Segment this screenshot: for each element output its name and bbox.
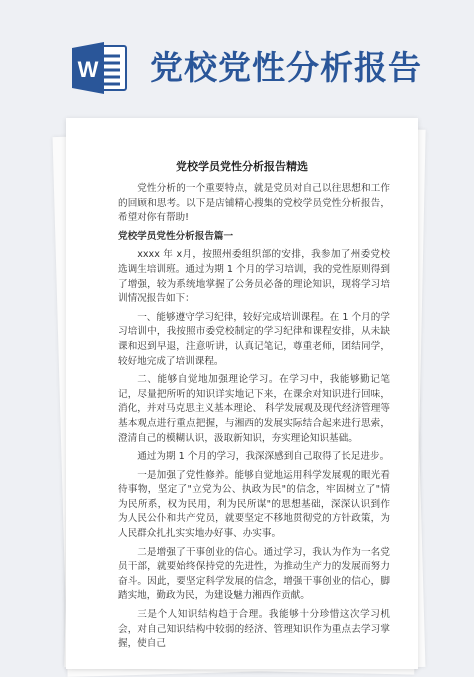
body-paragraph: 二是增强了干事创业的信心。通过学习，我认为作为一名党员干部，就要始终保持党的先进性，为推动生产力的发展而努力奋斗。因此，要坚定科学发展的信念，增强干事创业的信心，脚踏实地，勤政为民，为建设魅力湘西作贡献。 bbox=[118, 546, 390, 602]
document-heading: 党校学员党性分析报告精选 bbox=[176, 160, 308, 173]
word-logo-letter: W bbox=[77, 57, 99, 82]
document-body bbox=[66, 174, 418, 652]
body-paragraph: 二、能够自觉地加强理论学习。在学习中，我能够勤记笔记，尽量把所听的知识详实地记下来，在课余对知识进行回味，消化，并对马克思主义基本理论、 科学发展观及现代经济管理等基本观点进行重点把握，与湘西的发展实际结合起来进行思索，澄清自己的模糊认识，汲取新知识，夯实理论知识基础。 bbox=[118, 374, 390, 444]
body-paragraph: 一、能够遵守学习纪律，较好完成培训课程。在 1 个月的学习培训中，我按照市委党校制定的学习纪律和课程安排，从未缺课和迟到早退，注意听讲，认真记笔记，尊重老师，团结同学，较好地完成了培训课程。 bbox=[118, 311, 390, 367]
section-heading: 党校学员党性分析报告篇一 bbox=[118, 230, 234, 242]
document-preview bbox=[66, 118, 418, 669]
word-document-icon bbox=[70, 40, 130, 96]
body-paragraph: 三是个人知识结构趋于合理。我能够十分珍惜这次学习机会，对自己知识结构中较弱的经济、管理知识作为重点去学习掌握，使自己 bbox=[118, 609, 390, 650]
body-paragraph: xxxx 年 x月，按照州委组织部的安排，我参加了州委党校选调生培训班。通过为期 1 个月的学习培训，我的党性原则得到了增强，较为系统地掌握了公务员必备的理论知识，现将学习培训情况报告如下： bbox=[118, 249, 390, 305]
body-paragraph: 通过为期 1 个月的学习，我深深感到自己取得了长足进步。 bbox=[137, 451, 390, 463]
banner bbox=[0, 0, 474, 120]
body-paragraph: 一是加强了党性修养。能够自觉地运用科学发展观的眼光看待事物，坚定了"立党为公、执政为民"的信念，牢固树立了"情为民所系，权为民用，利为民所谋"的思想基础，深深认识到作为人民公仆和共产党员，就要坚定不移地贯彻党的方针政策，为人民群众扎扎实实地办好事、办实事。 bbox=[118, 469, 390, 540]
intro-paragraph: 党性分析的一个重要特点，就是党员对自己以往思想和工作的回顾和思考。以下是店铺精心搜集的党校学员党性分析报告，希望对你有帮助! bbox=[118, 183, 390, 224]
page-title: 党校党性分析报告 bbox=[150, 48, 422, 87]
document-page bbox=[66, 118, 418, 669]
